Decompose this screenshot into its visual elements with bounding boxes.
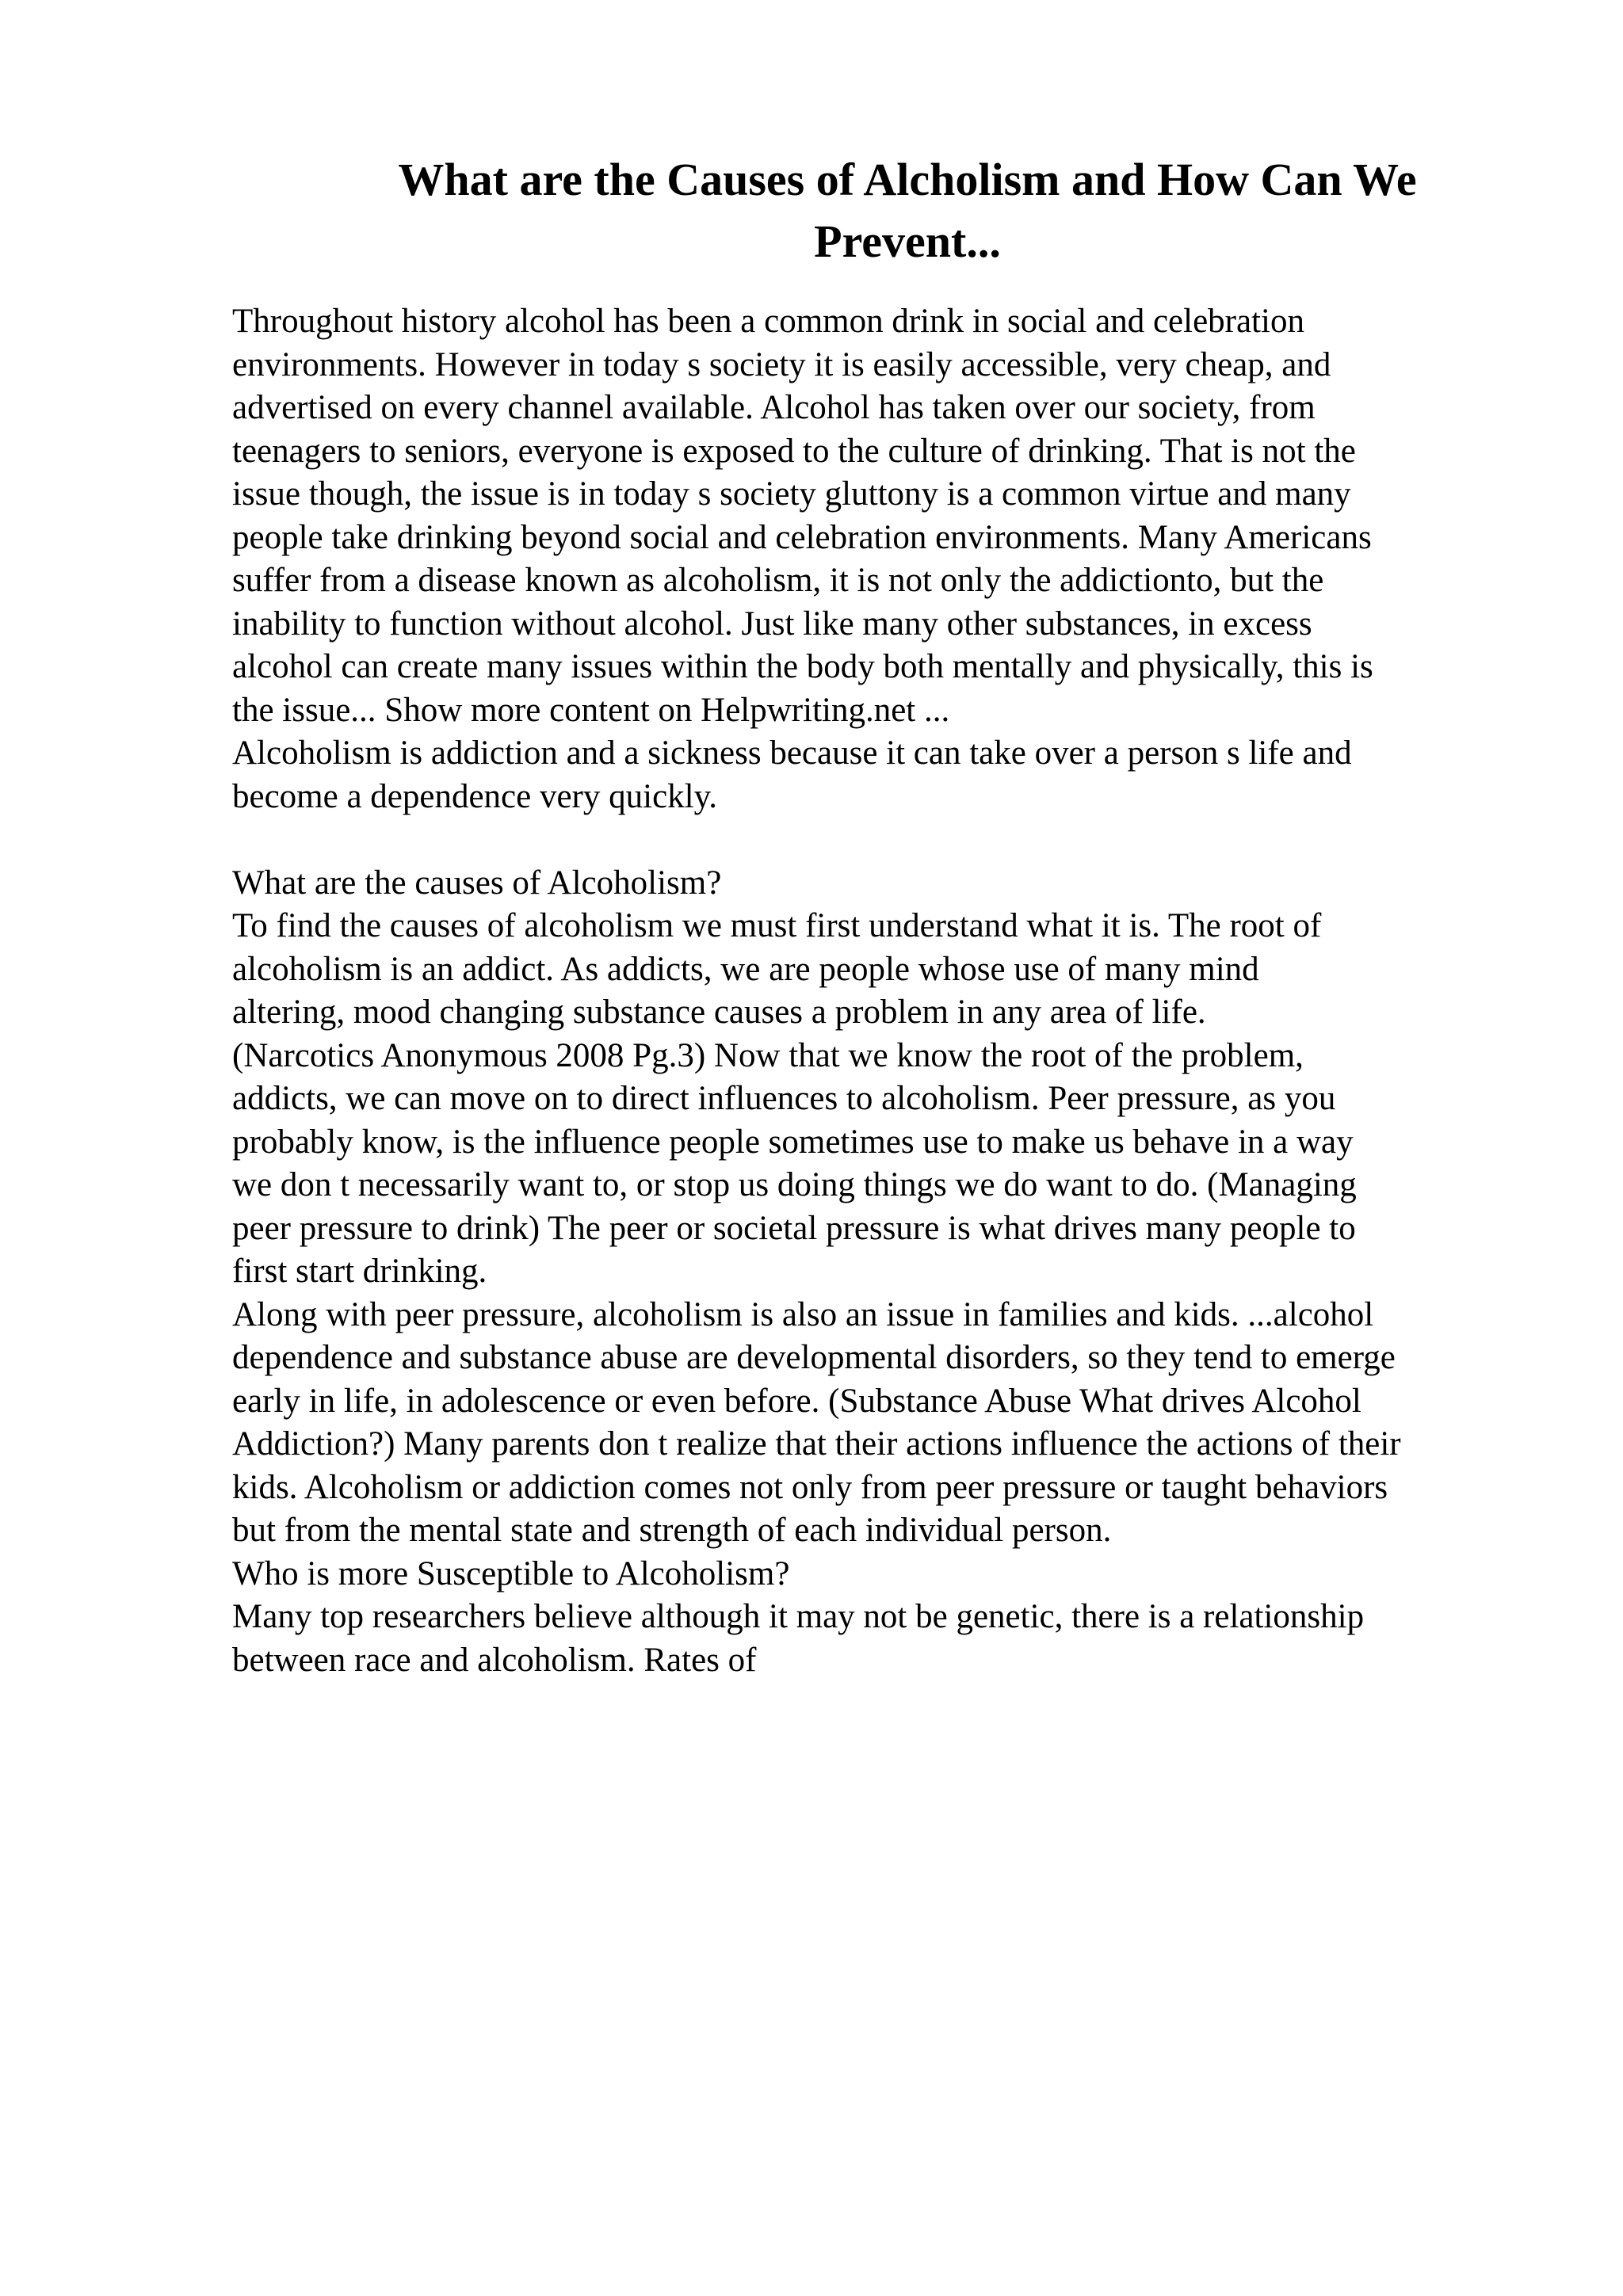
text-line: Many top researchers believe although it may not be genetic, there is a relationship	[232, 1598, 1365, 1635]
text-line: What are the causes of Alcoholism?	[232, 864, 722, 902]
text-line: kids. Alcoholism or addiction comes not only from peer pressure or taught behaviors	[232, 1468, 1388, 1506]
document-body	[232, 300, 1595, 1682]
section-heading	[232, 1553, 1595, 1596]
text-line: advertised on every channel available. Alcohol has taken over our society, from	[232, 389, 1316, 426]
paragraph	[232, 905, 1595, 1294]
text-line: between race and alcoholism. Rates of	[232, 1641, 757, 1679]
text-line: Who is more Susceptible to Alcoholism?	[232, 1554, 790, 1592]
text-line: addicts, we can move on to direct influences to alcoholism. Peer pressure, as you	[232, 1080, 1336, 1117]
text-line: inability to function without alcohol. Just like many other substances, in excess	[232, 605, 1312, 643]
text-line: Addiction?) Many parents don t realize that their actions influence the actions of their	[232, 1425, 1401, 1463]
text-line: early in life, in adolescence or even before. (Substance Abuse What drives Alcohol	[232, 1382, 1361, 1420]
text-line: alcohol can create many issues within the body both mentally and physically, this is	[232, 648, 1373, 685]
document-title	[238, 149, 1577, 273]
text-line: teenagers to seniors, everyone is exposed to the culture of drinking. That is not the	[232, 432, 1356, 470]
text-line: To find the causes of alcoholism we must first understand what it is. The root of	[232, 907, 1322, 944]
text-line: suffer from a disease known as alcoholism, it is not only the addictionto, but the	[232, 562, 1324, 599]
text-line: probably know, is the influence people sometimes use to make us behave in a way	[232, 1123, 1354, 1161]
text-line: environments. However in today s society it is easily accessible, very cheap, and	[232, 345, 1331, 383]
title-line: What are the Causes of Alcholism and How Can We	[398, 154, 1417, 205]
text-line: the issue... Show more content on Helpwriting.net ...	[232, 691, 950, 729]
text-line: Along with peer pressure, alcoholism is also an issue in families and kids. ...alcohol	[232, 1295, 1374, 1333]
text-line: Alcoholism is addiction and a sickness because it can take over a person s life and	[232, 734, 1352, 772]
text-line: we don t necessarily want to, or stop us doing things we do want to do. (Managing	[232, 1166, 1357, 1203]
blank-line	[232, 818, 1595, 862]
text-line: altering, mood changing substance causes a problem in any area of life.	[232, 994, 1206, 1031]
paragraph	[232, 300, 1595, 732]
text-line: alcoholism is an addict. As addicts, we are people whose use of many mind	[232, 950, 1259, 988]
paragraph	[232, 1294, 1595, 1553]
text-line: Throughout history alcohol has been a common drink in social and celebration	[232, 303, 1304, 340]
section-heading	[232, 862, 1595, 906]
text-line: first start drinking.	[232, 1253, 487, 1290]
text-line: peer pressure to drink) The peer or societal pressure is what drives many people to	[232, 1209, 1356, 1247]
text-line: dependence and substance abuse are developmental disorders, so they tend to emerge	[232, 1339, 1396, 1376]
text-line: become a dependence very quickly.	[232, 777, 718, 815]
text-line: but from the mental state and strength of each individual person.	[232, 1512, 1112, 1549]
paragraph	[232, 1596, 1595, 1682]
title-line: Prevent...	[814, 215, 1001, 267]
paragraph	[232, 732, 1595, 818]
text-line: people take drinking beyond social and celebration environments. Many Americans	[232, 518, 1372, 556]
text-line: (Narcotics Anonymous 2008 Pg.3) Now that we know the root of the problem,	[232, 1036, 1304, 1074]
text-line: issue though, the issue is in today s society gluttony is a common virtue and many	[232, 475, 1351, 513]
